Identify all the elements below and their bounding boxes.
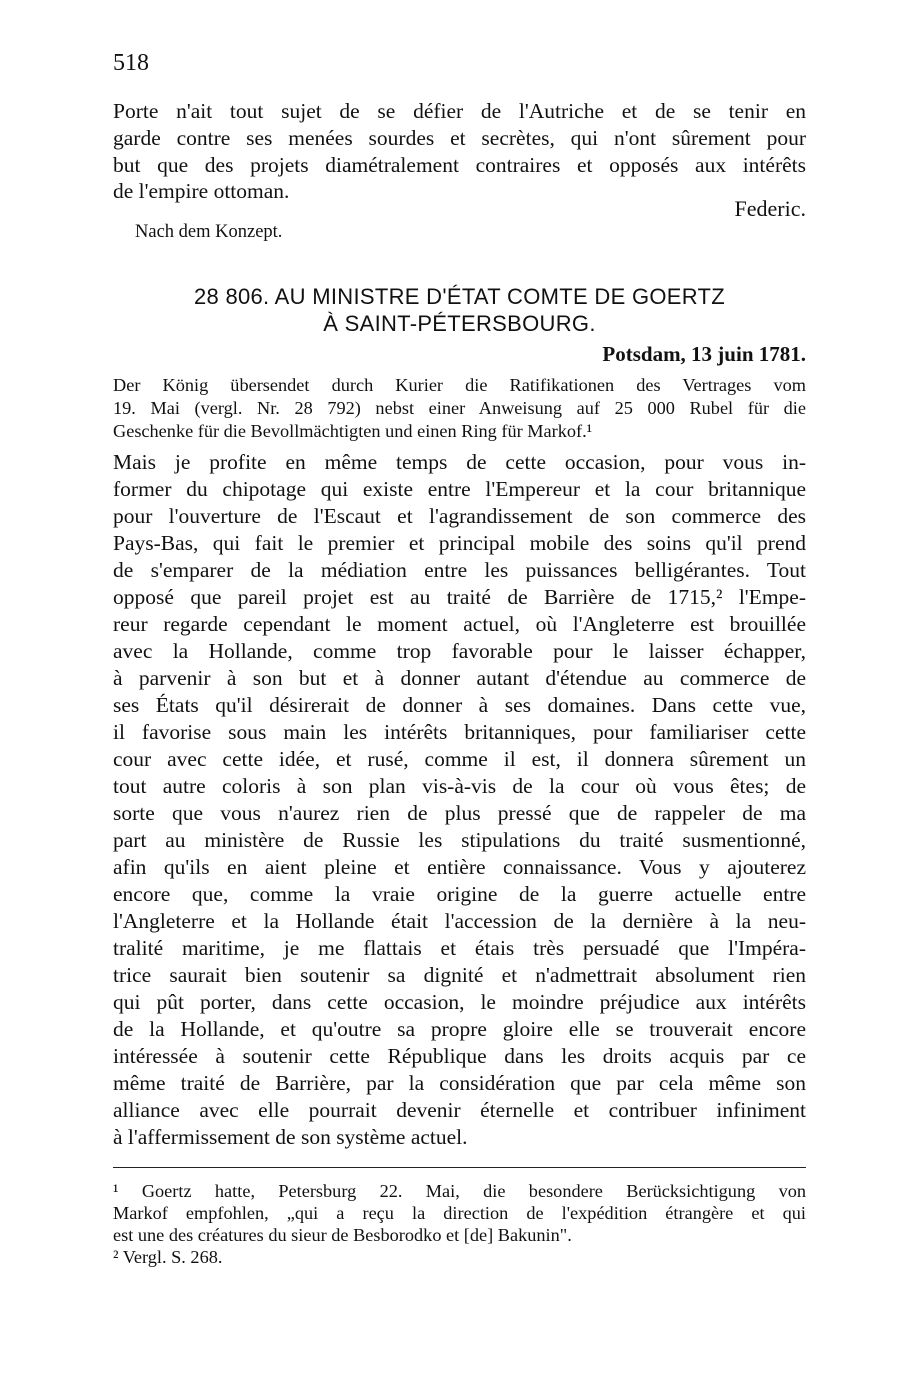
source-note: Nach dem Konzept. (135, 222, 283, 242)
body-line: il favorise sous main les intérêts britanniques, pour familiariser cette (113, 720, 806, 744)
summary-line: 19. Mai (vergl. Nr. 28 792) nebst einer Anweisung auf 25 000 Rubel für die (113, 398, 806, 418)
body-line: afin qu'ils en aient pleine et entière connaissance. Vous y ajouterez (113, 855, 806, 879)
body-line: opposé que pareil projet est au traité de Barrière de 1715,² l'Empe- (113, 585, 806, 609)
body-line: à parvenir à son but et à donner autant d'étendue au commerce de (113, 666, 806, 690)
body-line: tout autre coloris à son plan vis-à-vis de la cour où vous êtes; de (113, 774, 806, 798)
body-line: l'Angleterre et la Hollande était l'accession de la dernière à la neu- (113, 909, 806, 933)
text-line: garde contre ses menées sourdes et secrètes, qui n'ont sûrement pour (113, 126, 806, 150)
body-line: intéressée à soutenir cette République dans les droits acquis par ce (113, 1044, 806, 1068)
body-line: Mais je profite en même temps de cette occasion, pour vous in- (113, 450, 806, 474)
footnote-line: ¹ Goertz hatte, Petersburg 22. Mai, die besondere Berücksichtigung von (113, 1181, 806, 1201)
page-number: 518 (113, 50, 149, 76)
text-line: Porte n'ait tout sujet de se défier de l'Autriche et de se tenir en (113, 99, 806, 123)
footnote-line: est une des créatures du sieur de Besborodko et [de] Bakunin". (113, 1225, 572, 1245)
body-line: qui pût porter, dans cette occasion, le moindre préjudice aux intérêts (113, 990, 806, 1014)
body-line: Pays-Bas, qui fait le premier et principal mobile des soins qu'il prend (113, 531, 806, 555)
body-line: pour l'ouverture de l'Escaut et l'agrandissement de son commerce des (113, 504, 806, 528)
letter-heading-line-2: À SAINT-PÉTERSBOURG. (323, 311, 596, 336)
dateline: Potsdam, 13 juin 1781. (602, 342, 806, 366)
footnote-line: Markof empfohlen, „qui a reçu la direction de l'expédition étrangère et qui (113, 1203, 806, 1223)
body-line: avec la Hollande, comme trop favorable pour le laisser échapper, (113, 639, 806, 663)
body-line: reur regarde cependant le moment actuel, où l'Angleterre est brouillée (113, 612, 806, 636)
body-line: de s'emparer de la médiation entre les puissances belligérantes. Tout (113, 558, 806, 582)
body-line: encore que, comme la vraie origine de la guerre actuelle entre (113, 882, 806, 906)
signature: Federic. (734, 196, 806, 221)
footnote-divider (113, 1167, 806, 1168)
body-line: alliance avec elle pourrait devenir éternelle et contribuer infiniment (113, 1098, 806, 1122)
body-line: cour avec cette idée, et rusé, comme il est, il donnera sûrement un (113, 747, 806, 771)
text-line: but que des projets diamétralement contraires et opposés aux intérêts (113, 153, 806, 177)
body-line: part au ministère de Russie les stipulations du traité susmentionné, (113, 828, 806, 852)
body-line: à l'affermissement de son système actuel. (113, 1125, 468, 1149)
summary-line: Der König übersendet durch Kurier die Ratifikationen des Vertrages vom (113, 375, 806, 395)
body-line: tralité maritime, je me flattais et étais très persuadé que l'Impéra- (113, 936, 806, 960)
body-line: ses États qu'il désirerait de donner à ses domaines. Dans cette vue, (113, 693, 806, 717)
body-line: former du chipotage qui existe entre l'Empereur et la cour britannique (113, 477, 806, 501)
footnote-line: ² Vergl. S. 268. (113, 1247, 223, 1267)
body-line: même traité de Barrière, par la considération que par cela même son (113, 1071, 806, 1095)
body-line: trice saurait bien soutenir sa dignité et n'admettrait absolument rien (113, 963, 806, 987)
text-line: de l'empire ottoman. (113, 179, 290, 203)
body-line: sorte que vous n'aurez rien de plus pressé que de rappeler de ma (113, 801, 806, 825)
body-line: de la Hollande, et qu'outre sa propre gloire elle se trouverait encore (113, 1017, 806, 1041)
letter-heading-line-1: 28 806. AU MINISTRE D'ÉTAT COMTE DE GOERTZ (193, 284, 726, 309)
summary-line: Geschenke für die Bevollmächtigten und einen Ring für Markof.¹ (113, 421, 593, 441)
